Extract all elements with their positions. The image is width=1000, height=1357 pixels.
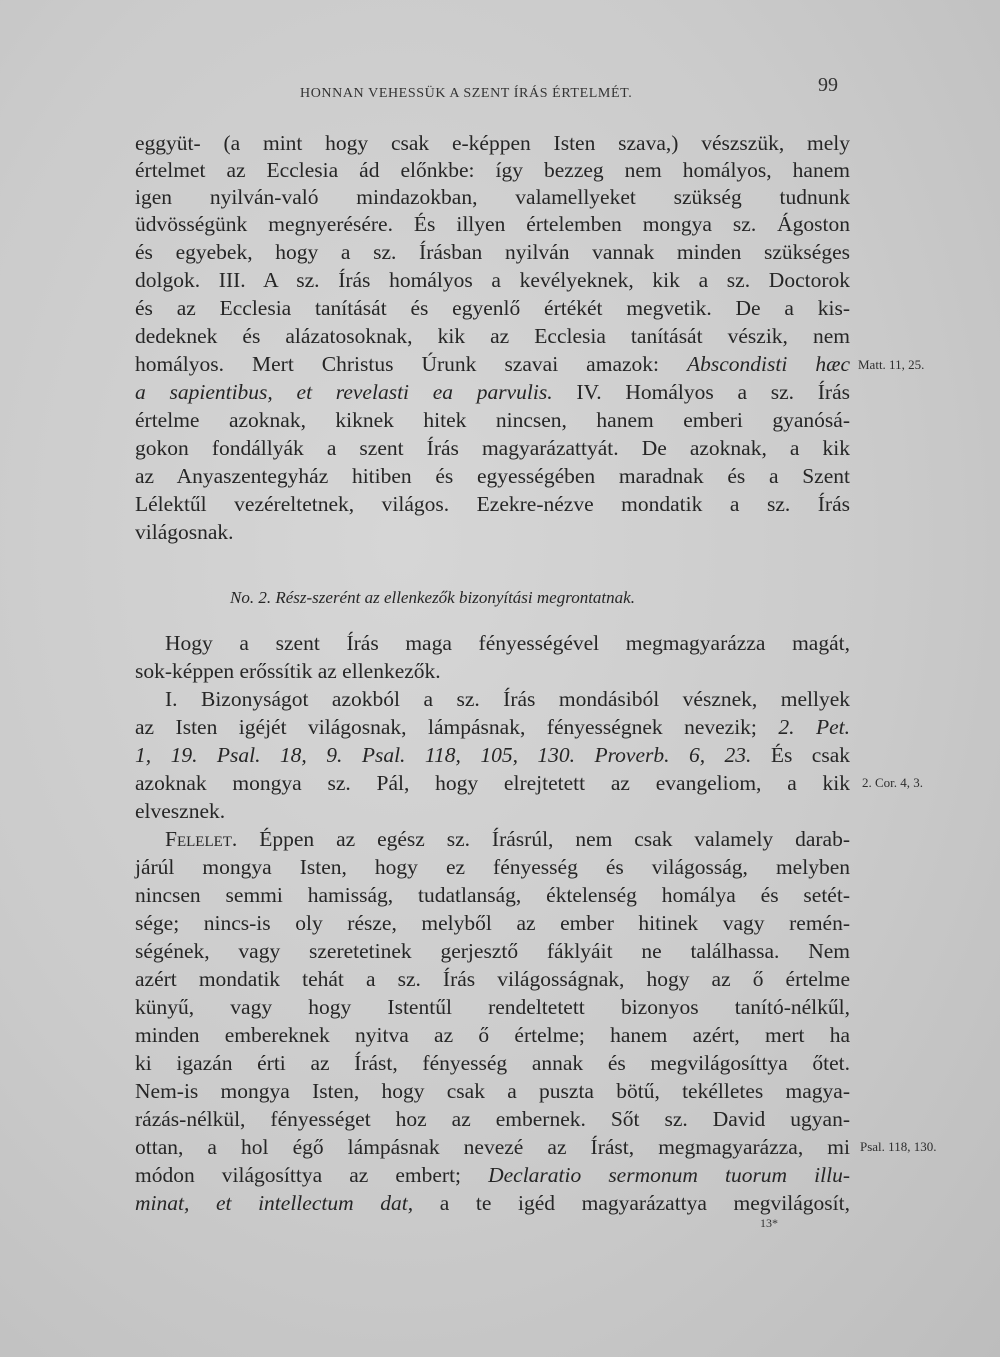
text-line: értelmet az Ecclesia ád előnkbe: így bezzeg nem homályos, hanem (135, 158, 850, 182)
text-line: és az Ecclesia tanítását és egyenlő értékét megvetik. De a kis- (135, 296, 850, 320)
margin-note-psal: Psal. 118, 130. (860, 1139, 937, 1154)
text-line: eggyüt- (a mint hogy csak e-képpen Isten szava,) vészszük, mely (135, 131, 850, 155)
text-italic: Abscondisti hæc (687, 352, 850, 376)
page-number: 99 (818, 74, 838, 96)
text-line (135, 1162, 850, 1189)
text-line (135, 1190, 850, 1217)
text-line: dolgok. III. A sz. Írás homályos a kevélyeknek, kik a sz. Doctorok (135, 268, 850, 292)
text-line: rázás-nélkül, fényességet hoz az embernek. Sőt sz. David ugyan- (135, 1107, 850, 1131)
felelet-label: Felelet. (165, 827, 238, 851)
margin-note-cor: 2. Cor. 4, 3. (862, 775, 924, 790)
text-italic: a sapientibus, et revelasti ea parvulis. (135, 380, 553, 404)
text-line: igen nyilván-való mindazokban, valamellyeket szükség tudnunk (135, 185, 850, 209)
text-line: értelme azoknak, kiknek hitek nincsen, hanem emberi gyanósá- (135, 408, 850, 432)
text-line: az Anyaszentegyház hitiben és egyességében maradnak és a Szent (135, 464, 850, 488)
signature-mark: 13* (760, 1216, 778, 1230)
text-line: ségének, vagy szeretetinek gerjesztő fáklyáit ne találhassa. Nem (135, 939, 850, 963)
text-line (165, 826, 850, 853)
text-line: sok-képpen erőssítik az ellenkezők. (135, 659, 441, 683)
section-heading: No. 2. Rész-szerént az ellenkezők bizonyítási megrontatnak. (230, 588, 635, 607)
text-line: Hogy a szent Írás maga fényességével megmagyarázza magát, (165, 631, 850, 655)
running-title: HONNAN VEHESSÜK A SZENT ÍRÁS ÉRTELMÉT. (300, 86, 633, 101)
text-italic: 2. Pet. (778, 715, 850, 739)
text-roman: És csak (751, 743, 850, 767)
text-line: nincsen semmi hamisság, tudatlanság, éktelenség homálya és setét- (135, 883, 850, 907)
text-roman: módon világosíttya az embert; (135, 1163, 489, 1187)
text-line: sége; nincs-is oly része, melyből az ember hitinek vagy remén- (135, 911, 850, 935)
text-line (135, 742, 850, 769)
text-line: világosnak. (135, 520, 234, 544)
text-line: gokon fondállyák a szent Írás magyarázattyát. De azoknak, a kik (135, 436, 850, 460)
text-line: azért mondatik tehát a sz. Írás világosságnak, hogy az ő értelme (135, 967, 850, 991)
text-line: elvesznek. (135, 799, 226, 823)
text-roman: homályos. Mert Christus Úrunk szavai amazok: (135, 352, 688, 376)
text-line: ki igazán érti az Írást, fényesség annak és megvilágosíttya őtet. (135, 1051, 850, 1075)
text-line: azoknak mongya sz. Pál, hogy elrejtetett az evangeliom, a kik (135, 771, 850, 795)
text-roman: IV. Homályos a sz. Írás (552, 380, 851, 404)
margin-note-matt: Matt. 11, 25. (858, 357, 925, 372)
text-line: Lélektűl vezéreltetnek, világos. Ezekre-nézve mondatik a sz. Írás (135, 492, 850, 516)
text-line (135, 714, 850, 741)
text-line: dedeknek és alázatosoknak, kik az Ecclesia tanítását vészik, nem (135, 324, 850, 348)
text-line: ottan, a hol égő lámpásnak nevezé az Írást, megmagyarázza, mi (135, 1135, 850, 1159)
text-line (135, 351, 850, 378)
text-line: I. Bizonyságot azokból a sz. Írás mondásiból vésznek, mellyek (165, 687, 850, 711)
text-line: minden embereknek nyitva az ő értelme; hanem azért, mert ha (135, 1023, 850, 1047)
text-italic: 1, 19. Psal. 18, 9. Psal. 118, 105, 130. Proverb. 6, 23. (135, 743, 752, 767)
text-italic: Declaratio sermonum tuorum illu- (488, 1163, 850, 1187)
text-italic: minat, et intellectum dat, (135, 1191, 414, 1215)
text-roman: az Isten igéjét világosnak, lámpásnak, fényességnek nevezik; (135, 715, 779, 739)
text-roman: Éppen az egész sz. Írásrúl, nem csak valamely darab- (237, 827, 850, 851)
text-line: és egyebek, hogy a sz. Írásban nyilván vannak minden szükséges (135, 240, 850, 264)
text-line: üdvösségünk megnyerésére. És illyen értelemben mongya sz. Ágoston (135, 212, 850, 236)
text-roman: a te igéd magyarázattya megvilágosít, (413, 1191, 850, 1215)
text-line: künyű, vagy hogy Istentűl rendeltetett bizonyos tanító-nélkűl, (135, 995, 850, 1019)
text-line: járúl mongya Isten, hogy ez fényesség és világosság, melyben (135, 855, 850, 879)
text-line: Nem-is mongya Isten, hogy csak a puszta bötű, tekélletes magya- (135, 1079, 850, 1103)
text-line (135, 379, 850, 406)
